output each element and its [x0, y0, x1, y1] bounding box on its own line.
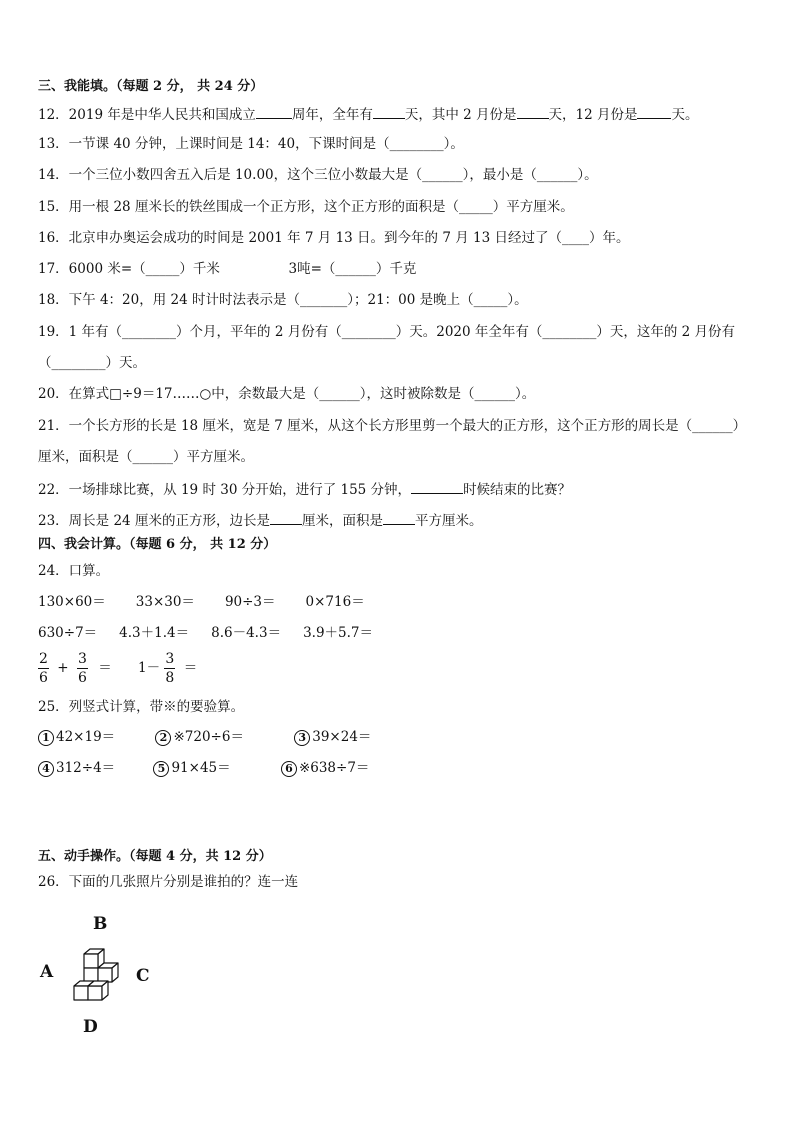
question-14: 14．一个三位小数四舍五入后是 10.00，这个三位小数最大是（______），最小是（______）。 [38, 167, 598, 183]
answer-blank[interactable] [256, 104, 292, 119]
q23-part-a: 23．周长是 24 厘米的正方形，边长是 [38, 513, 270, 529]
circled-number: 6 [281, 761, 297, 777]
vertical-calc-item [153, 760, 230, 776]
numerator: 3 [77, 651, 87, 667]
q22-part-b: 时候结束的比赛？ [463, 482, 572, 498]
mental-math-item: 0×716＝ [305, 594, 365, 610]
calc-expression: 312÷4＝ [56, 760, 116, 776]
q12-part-b: 周年，全年有 [291, 107, 373, 123]
q12-part-c: 天，其中 2 月份是 [404, 107, 517, 123]
question-23 [38, 510, 482, 530]
plus-sign: + [57, 660, 69, 676]
label-d: D [83, 1017, 98, 1037]
one-minus: 1－ [138, 660, 161, 676]
section-4-heading: 四、我会计算。（每题 6 分， 共 12 分） [38, 537, 277, 552]
q17-part-b: 3吨=（______）千克 [288, 261, 417, 277]
mental-math-item: 8.6－4.3＝ [211, 625, 282, 641]
question-15: 15．用一根 28 厘米长的铁丝围成一个正方形，这个正方形的面积是（_____）平方厘米。 [38, 199, 574, 215]
question-13: 13．一节课 40 分钟，上课时间是 14：40，下课时间是（________）。 [38, 136, 464, 152]
q12-part-a: 12．2019 年是中华人民共和国成立 [38, 107, 256, 123]
answer-blank[interactable] [411, 479, 463, 494]
calc-expression: 39×24＝ [312, 729, 372, 745]
denominator: 8 [165, 670, 175, 686]
vertical-calc-item [38, 729, 115, 745]
question-26-title: 26．下面的几张照片分别是谁拍的？连一连 [38, 874, 299, 890]
vertical-calc-row-1 [38, 728, 371, 746]
numerator: 2 [39, 651, 48, 667]
circled-number: 3 [294, 730, 310, 746]
cube-face [88, 986, 102, 1000]
section-3-heading: 三、我能填。（每题 2 分， 共 24 分） [38, 79, 264, 94]
cube-face [74, 986, 88, 1000]
q23-part-b: 厘米，面积是 [301, 513, 383, 529]
mental-math-row-2 [38, 624, 403, 642]
equals-sign: ＝ [183, 660, 198, 676]
stacked-cubes-figure [70, 948, 130, 1008]
cube-face [84, 968, 98, 982]
circled-number: 2 [155, 730, 171, 746]
label-c: C [136, 966, 150, 986]
mental-math-row-1 [38, 593, 395, 611]
calc-expression: 91×45＝ [171, 760, 231, 776]
answer-blank[interactable] [373, 104, 405, 119]
denominator: 6 [77, 670, 87, 686]
question-18: 18．下午 4：20，用 24 时计时法表示是（_______）；21：00 是晚上（_____）。 [38, 292, 528, 308]
vertical-calc-item [155, 729, 243, 745]
q12-part-e: 天。 [671, 107, 699, 123]
vertical-calc-item [294, 729, 371, 745]
question-16: 16．北京申办奥运会成功的时间是 2001 年 7 月 13 日。到今年的 7 月 13 日经过了（____）年。 [38, 230, 630, 246]
circled-number: 1 [38, 730, 54, 746]
answer-blank[interactable] [637, 104, 671, 119]
question-12 [38, 104, 698, 124]
question-21-line1: 21．一个长方形的长是 18 厘米，宽是 7 厘米，从这个长方形里剪一个最大的正方形，这个正方形的周长是（______） [38, 418, 747, 434]
circled-number: 5 [153, 761, 169, 777]
question-19-line2: （________）天。 [38, 355, 146, 371]
cube-face [98, 968, 112, 982]
question-19-line1: 19．1 年有（________）个月，平年的 2 月份有（________）天。2020 年全年有（________）天，这年的 2 月份有 [38, 324, 736, 340]
label-b: B [93, 914, 108, 934]
fraction [164, 651, 175, 686]
q22-part-a: 22．一场排球比赛，从 19 时 30 分开始，进行了 155 分钟， [38, 482, 412, 498]
numerator: 3 [165, 651, 175, 667]
question-22 [38, 479, 571, 499]
section-5-heading: 五、动手操作。（每题 4 分，共 12 分） [38, 849, 272, 864]
q12-part-d: 天，12 月份是 [548, 107, 638, 123]
equals-sign: ＝ [98, 660, 112, 676]
mental-math-item: 33×30＝ [135, 594, 195, 610]
vertical-calc-item [38, 760, 115, 776]
q23-part-c: 平方厘米。 [414, 513, 483, 529]
answer-blank[interactable] [383, 510, 415, 525]
denominator: 6 [39, 670, 48, 686]
fraction [38, 651, 49, 686]
fraction-row [38, 650, 197, 690]
mental-math-item: 130×60＝ [38, 594, 106, 610]
mental-math-item: 4.3＋1.4＝ [119, 625, 190, 641]
question-24-title: 24．口算。 [38, 563, 110, 579]
fraction [77, 651, 88, 686]
mental-math-item: 3.9＋5.7＝ [303, 625, 374, 641]
answer-blank[interactable] [517, 104, 549, 119]
calc-expression: ※638÷7＝ [298, 760, 370, 776]
q17-part-a: 17．6000 米=（_____）千米 [38, 261, 220, 277]
vertical-calc-row-2 [38, 759, 369, 777]
question-25-title: 25．列竖式计算，带※的要验算。 [38, 699, 245, 715]
calc-expression: ※720÷6＝ [173, 729, 244, 745]
question-21-line2: 厘米，面积是（______）平方厘米。 [38, 449, 254, 465]
label-a: A [40, 962, 54, 982]
question-20: 20．在算式□÷9＝17……○中，余数最大是（______），这时被除数是（______）。 [38, 386, 536, 402]
mental-math-item: 90÷3＝ [224, 594, 276, 610]
mental-math-item: 630÷7＝ [38, 625, 98, 641]
circled-number: 4 [38, 761, 54, 777]
cube-face [84, 954, 98, 968]
question-17 [38, 260, 416, 278]
calc-expression: 42×19＝ [56, 729, 116, 745]
answer-blank[interactable] [270, 510, 302, 525]
vertical-calc-item [281, 760, 369, 776]
